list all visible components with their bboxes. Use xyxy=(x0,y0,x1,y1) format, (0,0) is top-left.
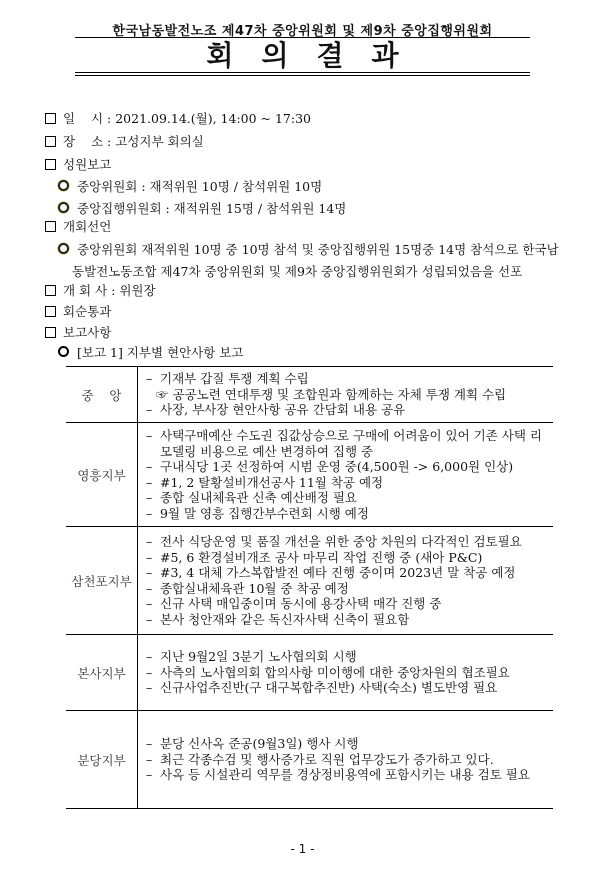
list-item: 모델링 비용으로 예산 변경하여 집행 중 xyxy=(160,443,374,459)
branch-label: 삼천포지부 xyxy=(66,527,138,635)
branch-content xyxy=(138,635,554,711)
opening-label: 개회선언 xyxy=(63,219,112,234)
section-member-report xyxy=(45,157,111,173)
checkbox-square-icon xyxy=(45,113,56,124)
list-item: – 사측의 노사협의회 합의사항 미이행에 대한 중앙차원의 협조필요 xyxy=(146,664,510,680)
list-item: – 최근 각종수검 및 행사증가로 직원 업무강도가 증가하고 있다. xyxy=(146,751,494,767)
circle-bullet-icon xyxy=(58,346,69,357)
datetime-value: : 2021.09.14.(월), 14:00 ~ 17:30 xyxy=(107,111,312,126)
circle-bullet-icon xyxy=(58,180,69,191)
branch-report-table xyxy=(66,366,553,809)
table-row xyxy=(66,635,553,711)
opening-text-line2: 동발전노동조합 제47차 중앙위원회 및 제9차 중앙집행위원회가 성립되었음을 선포 xyxy=(72,264,523,279)
section-opener xyxy=(45,283,156,299)
branch-content xyxy=(138,527,554,635)
page-number: - 1 - xyxy=(290,842,315,856)
section-datetime xyxy=(45,111,311,127)
section-minutes xyxy=(45,304,111,320)
list-item: – 사택구매예산 수도권 집값상승으로 구매에 어려움이 있어 기존 사택 리 xyxy=(146,428,542,443)
opener-value: : 위원장 xyxy=(111,283,156,298)
list-item: – 사장, 부사장 현안사항 공유 간담회 내용 공유 xyxy=(146,402,406,418)
title-top-rule xyxy=(75,37,530,38)
section-opening xyxy=(45,219,111,235)
table-row xyxy=(66,367,553,423)
list-item: – 종합 실내체육관 신축 예산배정 필요 xyxy=(146,490,358,505)
minutes-label: 회순통과 xyxy=(63,304,112,319)
list-item: ☞ 공공노련 연대투쟁 및 조합원과 함께하는 자체 투쟁 계획 수립 xyxy=(156,386,507,402)
table-row xyxy=(66,711,553,809)
branch-label: 영흥지부 xyxy=(66,423,138,527)
table-row xyxy=(66,423,553,527)
list-item: – 신규사업추진반(구 대구복합추진반) 사택(숙소) 별도반영 필요 xyxy=(146,680,498,696)
list-item: – 사옥 등 시설관리 역무를 경상정비용역에 포함시키는 내용 검토 필요 xyxy=(146,767,530,783)
place-value: : 고성지부 회의실 xyxy=(107,134,204,149)
datetime-label: 일 시 xyxy=(63,111,104,126)
branch-label: 분당지부 xyxy=(66,711,138,809)
checkbox-square-icon xyxy=(45,159,56,170)
branch-content xyxy=(138,711,554,809)
report1-title: [보고 1] 지부별 현안사항 보고 xyxy=(58,345,243,361)
member-report-label: 성원보고 xyxy=(63,157,112,172)
checkbox-square-icon xyxy=(45,285,56,296)
branch-label: 본사지부 xyxy=(66,635,138,711)
section-reports xyxy=(45,325,111,341)
title-bottom-rule-1 xyxy=(75,72,530,73)
table-row xyxy=(66,527,553,635)
list-item: – 전사 식당운영 및 품질 개선을 위한 중앙 차원의 다각적인 검토필요 xyxy=(146,534,522,549)
opener-label: 개 회 사 xyxy=(63,283,108,298)
branch-content xyxy=(138,423,554,527)
list-item: – 분당 신사옥 준공(9월3일) 행사 시행 xyxy=(146,736,359,752)
circle-bullet-icon xyxy=(58,243,69,254)
list-item: – 종합실내체육관 10월 중 착공 예정 xyxy=(146,580,349,596)
document-subtitle: 한국남동발전노조 제47차 중앙위원회 및 제9차 중앙집행위원회 xyxy=(112,24,493,39)
list-item: – #5, 6 환경설비개조 공사 마무리 작업 진행 중 (새아 P&C) xyxy=(146,549,483,565)
checkbox-square-icon xyxy=(45,306,56,317)
member-report-item: 중앙집행위원회 : 재적위원 15명 / 참석위원 14명 xyxy=(58,201,346,217)
list-item: – #1, 2 탈황설비개선공사 11월 착공 예정 xyxy=(146,474,384,490)
list-item: – 신규 사택 매입중이며 동시에 용강사택 매각 진행 중 xyxy=(146,596,442,611)
title-bottom-rule-2 xyxy=(75,75,530,76)
checkbox-square-icon xyxy=(45,327,56,338)
list-item: – 구내식당 1곳 선정하여 시범 운영 중(4,500원 -> 6,000원 인상) xyxy=(146,459,514,474)
member-report-item: 중앙위원회 : 재적위원 10명 / 참석위원 10명 xyxy=(58,179,322,195)
branch-content xyxy=(138,367,554,423)
place-label: 장 소 xyxy=(63,134,104,149)
list-item: – 9월 말 영흥 집행간부수련회 시행 예정 xyxy=(146,505,369,521)
checkbox-square-icon xyxy=(45,221,56,232)
circle-bullet-icon xyxy=(58,202,69,213)
checkbox-square-icon xyxy=(45,136,56,147)
list-item: – 본사 청안재와 같은 독신자사택 신축이 필요함 xyxy=(146,611,410,627)
opening-text-line1: 중앙위원회 재적위원 10명 중 10명 참석 및 중앙집행위원 15명중 14명 참석으로 한국남 xyxy=(58,242,559,258)
branch-label: 중 앙 xyxy=(66,367,138,423)
section-place xyxy=(45,134,204,150)
reports-label: 보고사항 xyxy=(63,325,112,340)
list-item: – 기재부 갑질 투쟁 계획 수립 xyxy=(146,371,309,387)
list-item: – #3, 4 대체 가스복합발전 예타 진행 중이며 2023년 말 착공 예정 xyxy=(146,565,516,580)
list-item: – 지난 9월2일 3분기 노사협의회 시행 xyxy=(146,649,357,665)
document-title: 회의결과 xyxy=(206,39,427,72)
